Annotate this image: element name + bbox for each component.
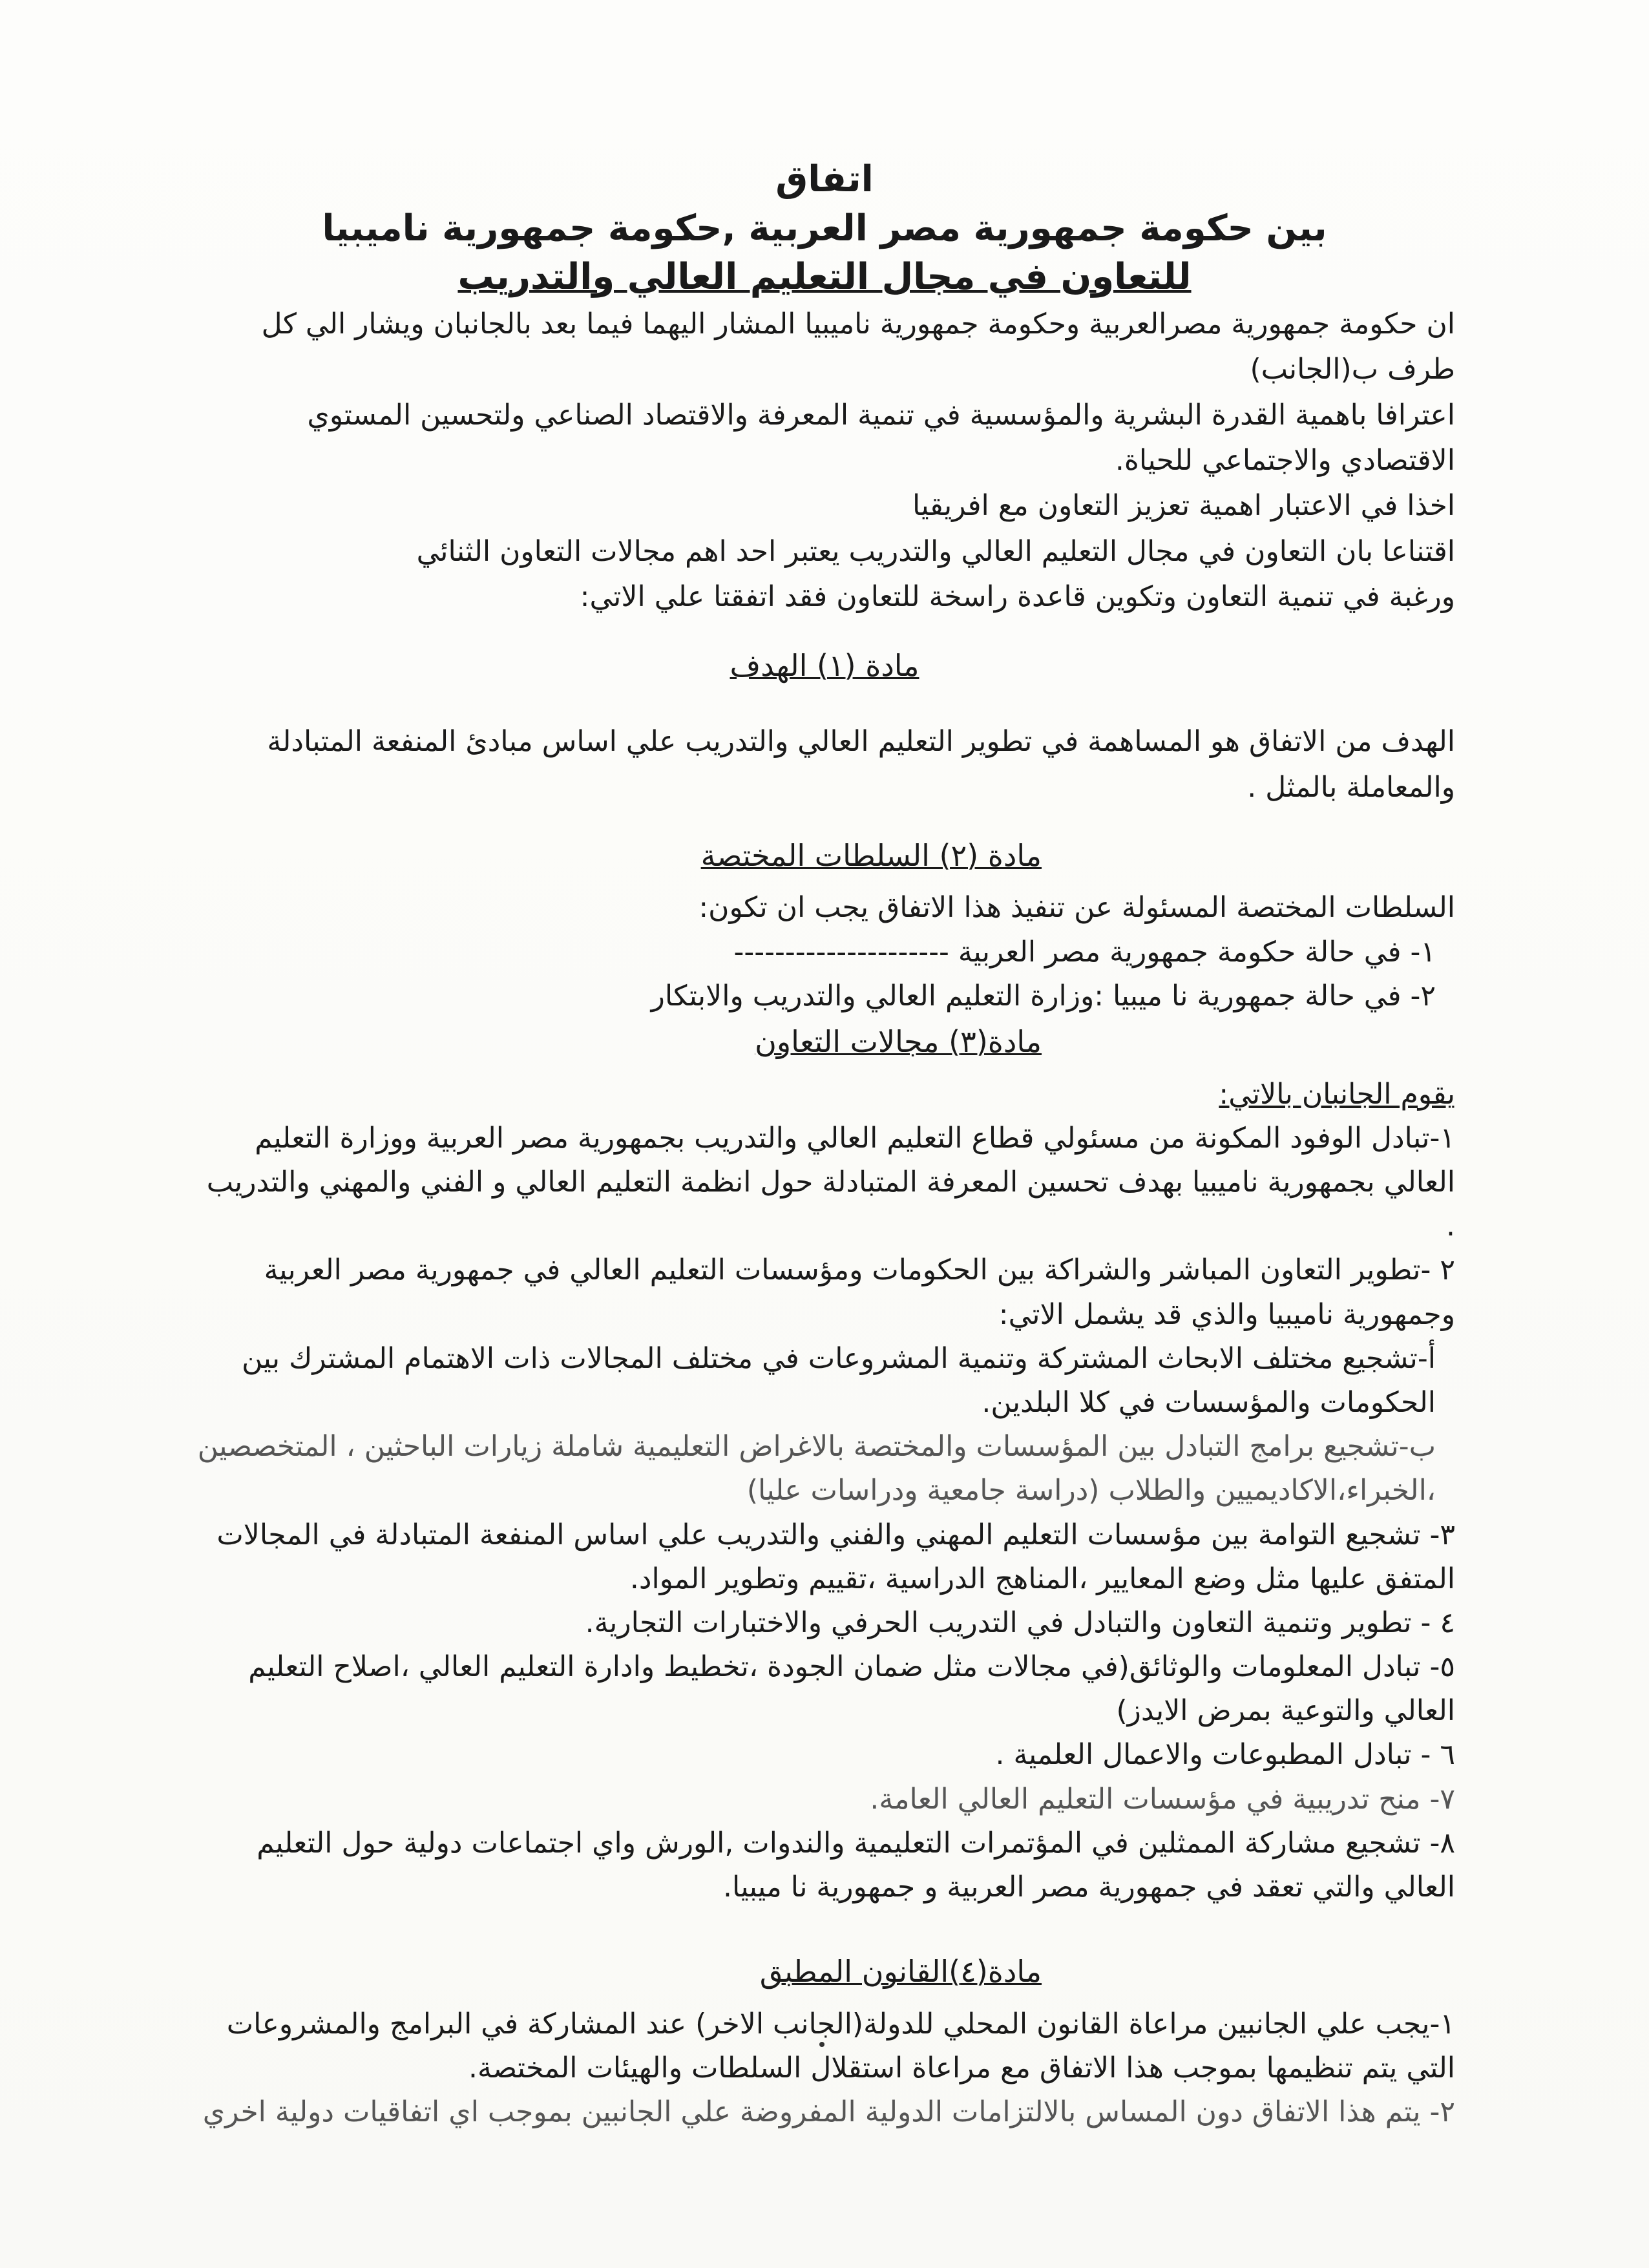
spacer <box>194 696 1455 719</box>
article-3-item: ١-تبادل الوفود المكونة من مسئولي قطاع التعليم العالي والتدريب بجمهورية مصر العربية ووزارة التعليم العالي بجمهورية ناميبيا بهدف تحسين المعرفة المتبادلة حول انظمة التعليم العالي و الفني والمهني والتدريب . <box>206 1121 1455 1243</box>
document-title-parties: بين حكومة جمهورية مصر العربية ,حكومة جمهورية ناميبيا <box>322 207 1327 249</box>
document-title-subject: للتعاون في مجال التعليم العالي والتدريب <box>457 256 1192 299</box>
article-4-heading: مادة(٤)القانون المطبق <box>759 1954 1042 1990</box>
article-3-item: ٤ - تطوير وتنمية التعاون والتبادل في التدريب الحرفي والاختبارات التجارية. <box>585 1606 1455 1639</box>
article-4-item: ١-يجب علي الجانبين مراعاة القانون المحلي للدولة(الجانب الاخر) عند المشاركة في البرامج والمشروعات التي يتم تنظيمها بموجب هذا الاتفاق مع مراعاة استقلال السلطات والهيئات المختصة. <box>226 2007 1455 2084</box>
article-3-item: ٨- تشجيع مشاركة الممثلين في المؤتمرات التعليمية والندوات ,الورش واي اجتماعات دولية حول التعليم العالي والتي تعقد في جمهورية مصر العربية و جمهورية نا ميبيا. <box>257 1826 1455 1904</box>
preamble-paragraph: ان حكومة جمهورية مصرالعربية وحكومة جمهورية ناميبيا المشار اليهما فيما بعد بالجانبان ويشار الي كل طرف ب(الجانب) <box>261 307 1455 386</box>
article-3-heading: مادة(٣) مجالات التعاون <box>755 1024 1042 1060</box>
article-3-intro: يقوم الجانبان بالاتي: <box>1219 1077 1455 1111</box>
article-3-item: ٧- منح تدريبية في مؤسسات التعليم العالي العامة. <box>870 1782 1455 1816</box>
article-2-item: ٢- في حالة جمهورية نا ميبيا :وزارة التعليم العالي والتدريب والابتكار <box>651 979 1436 1013</box>
article-2-intro: السلطات المختصة المسئولة عن تنفيذ هذا الاتفاق يجب ان تكون: <box>698 891 1455 925</box>
preamble-paragraph: اخذا في الاعتبار اهمية تعزيز التعاون مع افريقيا <box>912 489 1455 523</box>
preamble-paragraph: ورغبة في تنمية التعاون وتكوين قاعدة راسخة للتعاون فقد اتفقتا علي الاتي: <box>580 580 1455 614</box>
preamble-paragraph: اقتناعا بان التعاون في مجال التعليم العالي والتدريب يعتبر احد اهم مجالات التعاون الثنائي <box>416 534 1455 568</box>
article-4-item: ٢- يتم هذا الاتفاق دون المساس بالالتزامات الدولية المفروضة علي الجانبين بموجب اي اتفاقيات دولية اخري <box>202 2095 1455 2129</box>
article-3-item: ٥- تبادل المعلومات والوثائق(في مجالات مثل ضمان الجودة ،تخطيط وادارة التعليم العالي ،اصلاح التعليم العالي والتوعية بمرض الايدز) <box>248 1650 1455 1728</box>
article-1-text: الهدف من الاتفاق هو المساهمة في تطوير التعليم العالي والتدريب علي اساس مبادئ المنفعة المتبادلة والمعاملة بالمثل . <box>267 725 1455 804</box>
article-3-item: ٢ -تطوير التعاون المباشر والشراكة بين الحكومات ومؤسسات التعليم العالي في جمهورية مصر العربية وجمهورية ناميبيا والذي قد يشمل الاتي: <box>264 1254 1455 1331</box>
article-2-heading: مادة (٢) السلطات المختصة <box>700 837 1042 873</box>
article-1-heading: مادة (١) الهدف <box>730 647 919 683</box>
article-3-item: ٣- تشجيع التوامة بين مؤسسات التعليم المهني والفني والتدريب علي اساس المنفعة المتبادلة في المجالات المتفق عليها مثل وضع المعايير ،المناهج الدراسية ،تقييم وتطوير المواد. <box>216 1518 1455 1595</box>
article-3-subitem: ب-تشجيع برامج التبادل بين المؤسسات والمختصة بالاغراض التعليمية شاملة زيارات الباحثين ، المتخصصين ،الخبراء،الاكاديميين والطلاب (دراسة جامعية ودراسات عليا) <box>197 1430 1436 1507</box>
article-3-item: ٦ - تبادل المطبوعات والاعمال العلمية . <box>995 1738 1455 1772</box>
article-3-subitem: أ-تشجيع مختلف الابحاث المشتركة وتنمية المشروعات في مختلف المجالات ذات الاهتمام المشترك بين الحكومات والمؤسسات في كلا البلدين. <box>242 1341 1436 1419</box>
document-title: اتفاق <box>775 158 874 200</box>
document-body <box>194 155 1455 2134</box>
page-mark <box>819 2042 824 2047</box>
article-2-item: ١- في حالة حكومة جمهورية مصر العربية --------------------- <box>733 935 1436 969</box>
preamble-paragraph: اعترافا باهمية القدرة البشرية والمؤسسية في تنمية المعرفة والاقتصاد الصناعي ولتحسين المستوي الاقتصادي والاجتماعي للحياة. <box>307 398 1455 477</box>
